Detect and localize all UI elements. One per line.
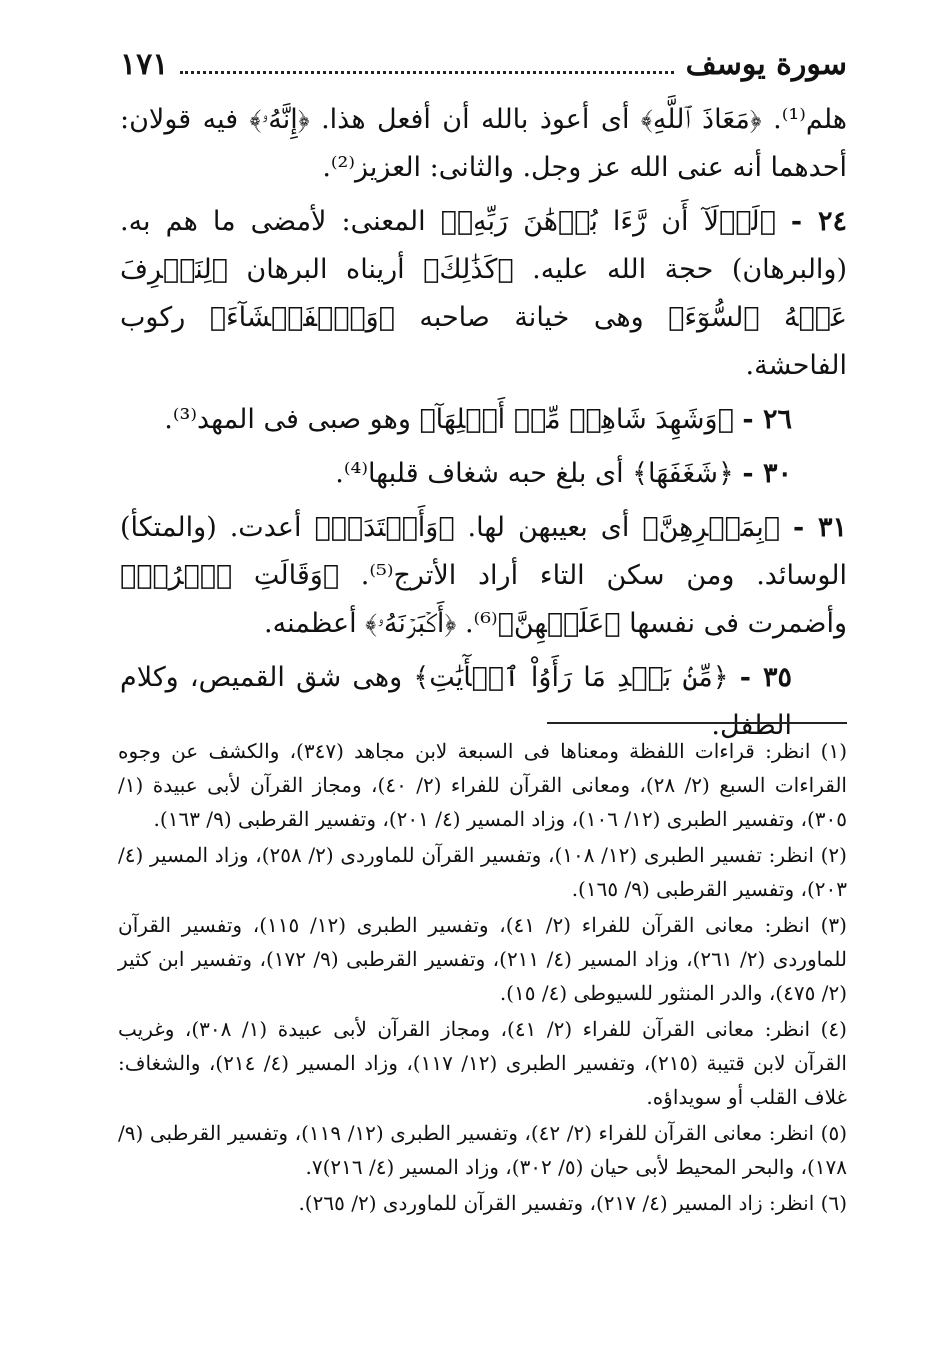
footnotes — [118, 734, 847, 1222]
verse-number: ٣٠ - — [742, 458, 792, 489]
verse-entry — [120, 450, 847, 498]
verse-number: ٢٤ - — [790, 206, 848, 237]
verse-entry — [120, 96, 847, 192]
entry-text: ﴿شَغَفَهَا﴾ أى بلغ حبه شغاف قلبها⁽⁴⁾. — [335, 458, 734, 489]
footnote: (٤) انظر: معانى القرآن للفراء (٢/ ٤١)، ومجاز القرآن لأبى عبيدة (١/ ٣٠٨)، وغريب القرآن لابن قتيبة (٢١٥)، وتفسير الطبرى (١٢/ ١١٧)، وزاد المسير (٤/ ٢١٤)، والشغاف: غلاف القلب أو سويداؤه. — [118, 1017, 847, 1109]
verse-number: ٢٦ - — [742, 404, 792, 435]
verse-entry — [120, 396, 847, 444]
entry-text: ﴿مِّنۢ بَعۡدِ مَا رَأَوُاْ ٱلۡأٓيَٰتِ﴾ وهى شق القميص، وكلام الطفل. — [120, 662, 792, 741]
entry-text: ﴿وَشَهِدَ شَاهِدٞ مِّنۡ أَهۡلِهَآ﴾ وهو صبى فى المهد⁽³⁾. — [164, 404, 734, 435]
main-text — [120, 96, 847, 756]
surah-title: سورة يوسف — [685, 46, 847, 82]
footnote: (٦) انظر: زاد المسير (٤/ ٢١٧)، وتفسير القرآن للماوردى (٢/ ٢٦٥). — [298, 1191, 847, 1215]
footnote-separator — [547, 722, 847, 724]
verse-number: ٣٥ - — [739, 662, 792, 693]
entry-text: ﴿بِمَكۡرِهِنَّ﴾ أى بعيبهن لها. ﴿وَأَعۡتَدَتۡ﴾ أعدت. (والمتكأ) الوسائد. ومن سكن التاء أراد الأترج⁽⁵⁾. ﴿وَقَالَتِ ٱخۡرُجۡ﴾ وأضمرت فى نفسها ﴿عَلَيۡهِنَّ﴾⁽⁶⁾. ﴿أَكۡبَرۡنَهُۥ﴾ أعظمنه. — [120, 512, 847, 639]
entry-text: ﴿لَوۡلَآ أَن رَّءَا بُرۡهَٰنَ رَبِّهِۦ﴾ المعنى: لأمضى ما هم به. (والبرهان) حجة الله عليه. ﴿كَذَٰلِكَ﴾ أريناه البرهان ﴿لِنَصۡرِفَ عَنۡهُ ٱلسُّوٓءَ﴾ وهى خيانة صاحبه ﴿وَٱلۡفَحۡشَآءَ﴾ ركوب الفاحشة. — [120, 206, 847, 381]
footnote: (٢) انظر: تفسير الطبرى (١٢/ ١٠٨)، وتفسير القرآن للماوردى (٢/ ٢٥٨)، وزاد المسير (٤/ ٢٠٣)، وتفسير القرطبى (٩/ ١٦٥). — [118, 843, 847, 901]
verse-number: ٣١ - — [792, 512, 847, 543]
footnote: (٣) انظر: معانى القرآن للفراء (٢/ ٤١)، وتفسير الطبرى (١٢/ ١١٥)، وتفسير القرآن للماوردى (٢/ ٢٦١)، وزاد المسير (٤/ ٢١١)، وتفسير القرطبى (٩/ ١٧٢)، وتفسير ابن كثير (٢/ ٤٧٥)، والدر المنثور للسيوطى (٤/ ١٥). — [118, 913, 847, 1005]
running-header — [120, 42, 847, 86]
verse-entry — [120, 504, 847, 648]
footnote: (١) انظر: قراءات اللفظة ومعناها فى السبعة لابن مجاهد (٣٤٧)، والكشف عن وجوه القراءات السبع (٢/ ٢٨)، ومعانى القرآن للفراء (٢/ ٤٠)، ومجاز القرآن لأبى عبيدة (١/ ٣٠٥)، وتفسير الطبرى (١٢/ ١٠٦)، وزاد المسير (٤/ ٢٠١)، وتفسير القرطبى (٩/ ١٦٣). — [118, 739, 848, 831]
page-number: ١٧١ — [120, 46, 169, 82]
verse-entry — [120, 198, 847, 390]
footnote: (٥) انظر: معانى القرآن للفراء (٢/ ٤٢)، وتفسير الطبرى (١٢/ ١١٩)، وتفسير القرطبى (٩/ ١٧٨)، والبحر المحيط لأبى حيان (٥/ ٣٠٢)، وزاد المسير (٤/ ٢١٦)٧. — [118, 1121, 847, 1179]
header-dotted-leader — [180, 55, 673, 74]
entry-text: هلم⁽¹⁾. ﴿مَعَاذَ ٱللَّهِ﴾ أى أعوذ بالله أن أفعل هذا. ﴿إِنَّهُۥ﴾ فيه قولان: أحدهما أنه عنى الله عز وجل. والثانى: العزيز⁽²⁾. — [120, 104, 847, 183]
